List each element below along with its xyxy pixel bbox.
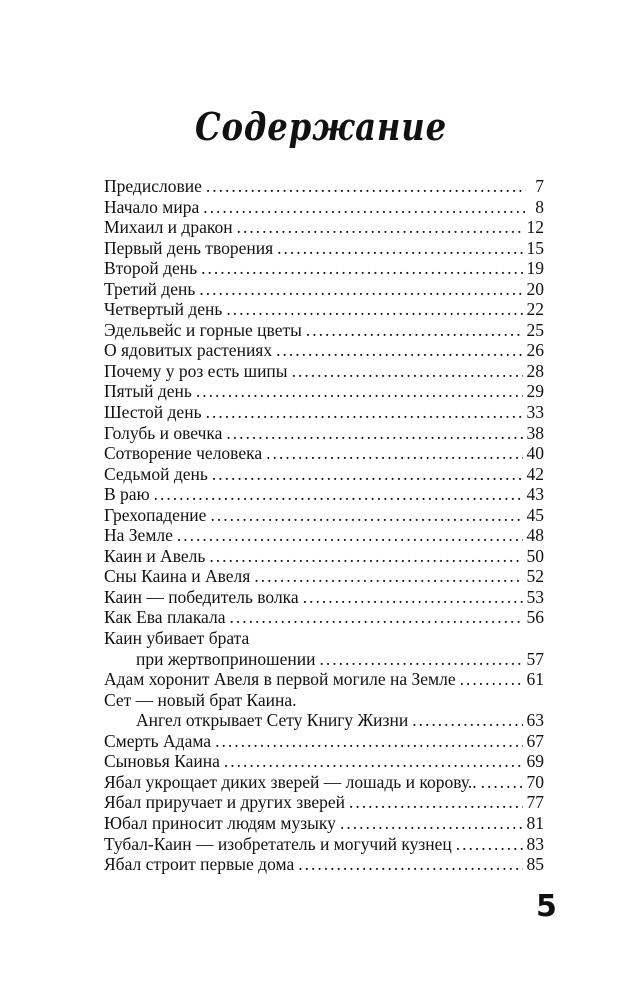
toc-entry-page: 81 xyxy=(526,812,544,833)
toc-entry-title: Сотворение человека xyxy=(104,443,263,464)
toc-entry-title: Эдельвейс и горные цветы xyxy=(104,319,302,340)
toc-entry xyxy=(104,813,544,834)
toc-entry xyxy=(104,731,544,752)
toc-entry-page: 40 xyxy=(526,443,544,464)
toc-leader-dots xyxy=(229,607,522,628)
toc-leader-dots xyxy=(199,279,522,300)
toc-entry-page: 43 xyxy=(526,484,544,505)
toc-entry xyxy=(104,217,544,238)
toc-entry xyxy=(104,792,544,813)
toc-entry-title: Седьмой день xyxy=(104,463,208,484)
toc-leader-dots xyxy=(412,710,522,731)
toc-entry xyxy=(104,834,544,855)
toc-entry-title: На Земле xyxy=(104,525,173,546)
toc-entry-title: при жертвоприношении xyxy=(136,648,316,669)
toc-entry-title: Сыновья Каина xyxy=(104,751,220,772)
toc-entry-title: О ядовитых растениях xyxy=(104,340,273,361)
toc-entry xyxy=(104,443,544,464)
toc-leader-dots xyxy=(340,813,523,834)
toc-entry-title: Смерть Адама xyxy=(104,730,212,751)
toc-leader-dots xyxy=(210,505,522,526)
toc-entry-title: Михаил и дракон xyxy=(104,217,233,238)
toc-leader-dots xyxy=(266,443,522,464)
toc-entry-title: Грехопадение xyxy=(104,504,207,525)
toc-entry-title: Ангел открывает Сету Книгу Жизни xyxy=(136,710,409,731)
toc-leader-dots xyxy=(254,566,522,587)
toc-leader-dots xyxy=(206,402,523,423)
toc-entry-page: 33 xyxy=(526,402,544,423)
toc-leader-dots xyxy=(154,484,523,505)
toc-entry xyxy=(104,525,544,546)
toc-entry-title: Сны Каина и Авеля xyxy=(104,566,251,587)
toc-leader-dots xyxy=(209,546,522,567)
toc-entry-title: Ябал укрощает диких зверей — лошадь и корову.. xyxy=(104,771,477,792)
toc-entry-title: Каин — победитель волка xyxy=(104,586,299,607)
toc-entry-page: 42 xyxy=(526,463,544,484)
toc-entry-title: Четвертый день xyxy=(104,299,223,320)
toc-entry-title: Шестой день xyxy=(104,402,202,423)
toc-leader-dots xyxy=(206,176,526,197)
toc-entry xyxy=(104,320,544,341)
toc-entry-page: 53 xyxy=(526,586,544,607)
toc-entry-page: 28 xyxy=(526,360,544,381)
toc-entry xyxy=(104,607,544,628)
toc-entry xyxy=(104,690,544,711)
toc-entry-title: Каин и Авель xyxy=(104,545,206,566)
toc-entry xyxy=(104,772,544,793)
toc-entry-page: 85 xyxy=(526,854,544,875)
toc-entry-title: Юбал приносит людям музыку xyxy=(104,812,336,833)
toc-entry-title: В раю xyxy=(104,484,150,505)
toc-entry-page: 52 xyxy=(526,566,544,587)
toc-entry-page: 25 xyxy=(526,319,544,340)
toc-entry xyxy=(104,340,544,361)
page-number: 5 xyxy=(536,889,557,924)
toc-entry-title: Начало мира xyxy=(104,196,200,217)
toc-entry xyxy=(104,566,544,587)
toc-entry-page: 67 xyxy=(526,730,544,751)
toc-entry-title: Каин убивает брата xyxy=(104,628,250,649)
toc-entry-page: 15 xyxy=(526,237,544,258)
toc-leader-dots xyxy=(212,464,523,485)
toc-leader-dots xyxy=(460,669,523,690)
toc-entry-page: 77 xyxy=(526,792,544,813)
toc-entry xyxy=(104,197,544,218)
toc-leader-dots xyxy=(306,320,523,341)
table-of-contents xyxy=(104,176,544,875)
toc-entry xyxy=(104,176,544,197)
toc-leader-dots xyxy=(276,340,522,361)
toc-leader-dots xyxy=(226,423,522,444)
toc-entry xyxy=(104,484,544,505)
toc-entry xyxy=(104,361,544,382)
toc-entry-title: Предисловие xyxy=(104,176,202,196)
toc-leader-dots xyxy=(319,649,522,670)
toc-entry-page: 83 xyxy=(526,833,544,854)
toc-entry xyxy=(104,464,544,485)
toc-leader-dots xyxy=(456,834,523,855)
toc-entry-page: 26 xyxy=(526,340,544,361)
toc-entry xyxy=(104,669,544,690)
toc-leader-dots xyxy=(277,238,522,259)
toc-entry-page: 8 xyxy=(535,196,544,217)
page-title: Содержание xyxy=(194,104,448,149)
toc-entry-page: 70 xyxy=(526,771,544,792)
toc-leader-dots xyxy=(201,258,522,279)
toc-entry-page: 61 xyxy=(526,669,544,690)
toc-leader-dots xyxy=(226,299,522,320)
toc-entry-page: 38 xyxy=(526,422,544,443)
toc-entry xyxy=(104,279,544,300)
toc-leader-dots xyxy=(349,792,522,813)
toc-entry-page: 69 xyxy=(526,751,544,772)
toc-entry-title: Сет — новый брат Каина. xyxy=(104,689,297,710)
toc-entry xyxy=(104,258,544,279)
toc-leader-dots xyxy=(481,772,523,793)
toc-entry-title: Тубал-Каин — изобретатель и могучий кузнец xyxy=(104,833,452,854)
toc-entry-title: Голубь и овечка xyxy=(104,422,223,443)
toc-entry-title: Третий день xyxy=(104,278,196,299)
toc-entry xyxy=(104,710,544,731)
toc-leader-dots xyxy=(215,731,522,752)
toc-entry-title: Почему у роз есть шипы xyxy=(104,360,288,381)
toc-leader-dots xyxy=(298,854,522,875)
toc-entry xyxy=(104,381,544,402)
toc-entry xyxy=(104,854,544,875)
toc-entry-title: Второй день xyxy=(104,258,198,279)
toc-entry-title: Ябал строит первые дома xyxy=(104,854,295,875)
toc-entry-title: Пятый день xyxy=(104,381,192,402)
toc-entry xyxy=(104,299,544,320)
toc-entry-title: Адам хоронит Авеля в первой могиле на Земле xyxy=(104,669,456,690)
toc-entry xyxy=(104,402,544,423)
toc-entry-page: 19 xyxy=(526,258,544,279)
toc-entry-page: 57 xyxy=(526,648,544,669)
toc-leader-dots xyxy=(292,361,523,382)
toc-entry-title: Как Ева плакала xyxy=(104,607,226,628)
toc-entry-title: Ябал приручает и других зверей xyxy=(104,792,346,813)
toc-entry xyxy=(104,628,544,649)
toc-entry xyxy=(104,751,544,772)
toc-entry-page: 50 xyxy=(526,545,544,566)
toc-entry-page: 20 xyxy=(526,278,544,299)
toc-entry-page: 45 xyxy=(526,504,544,525)
toc-entry-page: 56 xyxy=(526,607,544,628)
toc-entry xyxy=(104,238,544,259)
toc-entry xyxy=(104,546,544,567)
toc-entry xyxy=(104,505,544,526)
toc-entry-title: Первый день творения xyxy=(104,237,274,258)
toc-leader-dots xyxy=(177,525,523,546)
toc-entry xyxy=(104,649,544,670)
toc-entry-page: 48 xyxy=(526,525,544,546)
toc-entry-page: 29 xyxy=(526,381,544,402)
toc-leader-dots xyxy=(237,217,523,238)
toc-leader-dots xyxy=(224,751,523,772)
toc-leader-dots xyxy=(196,381,523,402)
toc-leader-dots xyxy=(203,197,526,218)
toc-leader-dots xyxy=(303,587,523,608)
toc-entry-page: 22 xyxy=(526,299,544,320)
toc-entry-page: 7 xyxy=(535,176,544,196)
toc-entry-page: 63 xyxy=(526,710,544,731)
toc-entry xyxy=(104,423,544,444)
toc-entry xyxy=(104,587,544,608)
toc-entry-page: 12 xyxy=(526,217,544,238)
